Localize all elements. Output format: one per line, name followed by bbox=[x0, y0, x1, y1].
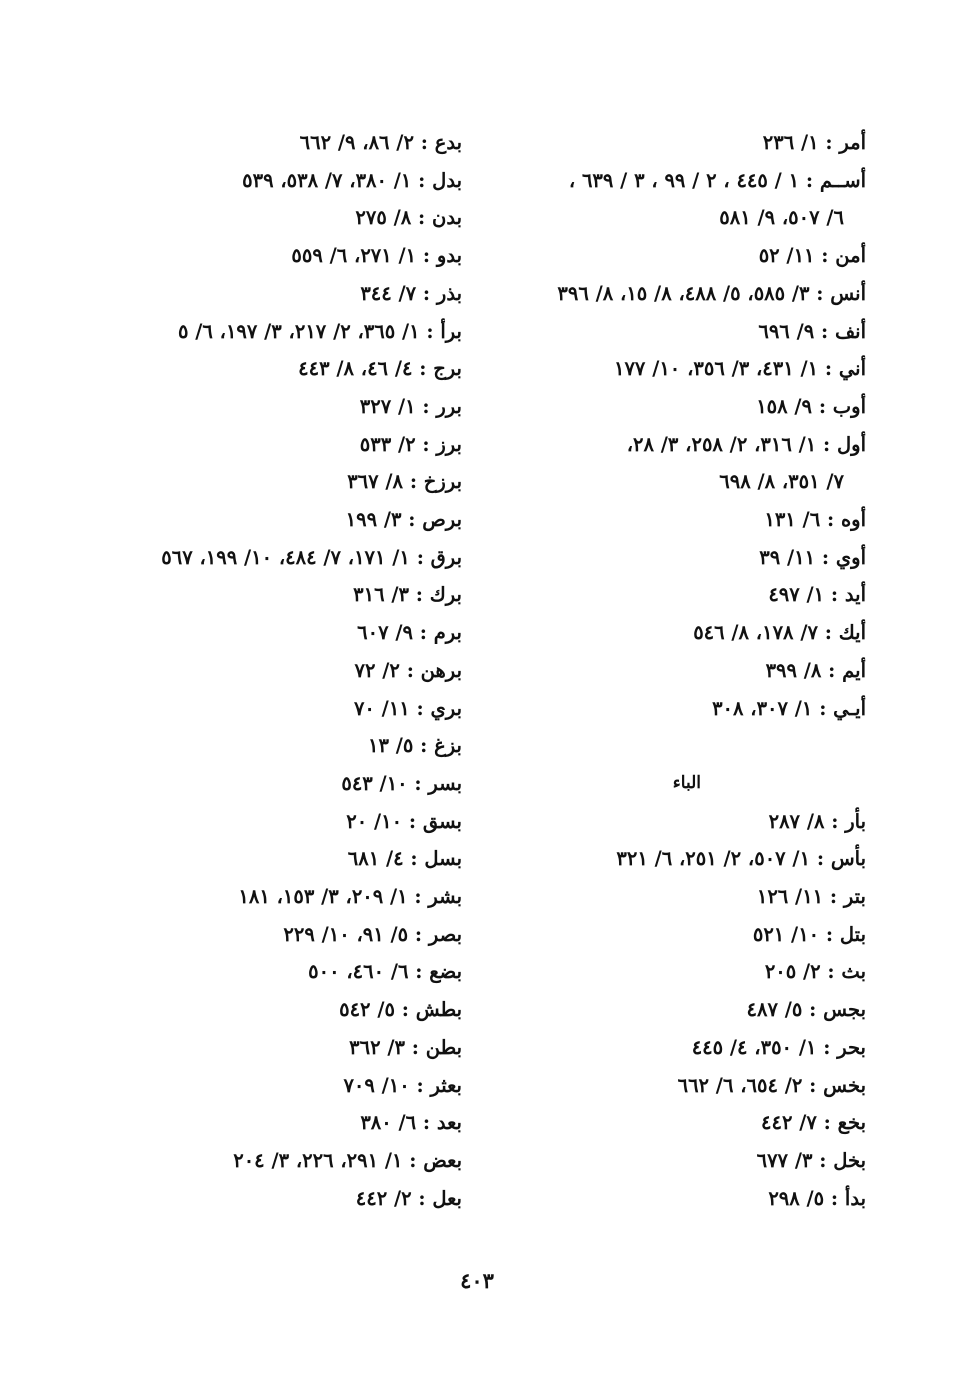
index-entry: بضع : ٦/ ٤٦٠، ٥٠٠ bbox=[308, 960, 462, 984]
index-entry: أيك : ٧/ ١٧٨، ٨/ ٥٤٦ bbox=[693, 621, 866, 645]
index-entry: بعل : ٢/ ٤٤٢ bbox=[355, 1186, 462, 1210]
index-entry: بري : ١١/ ٧٠ bbox=[353, 696, 462, 720]
index-entry: برق : ١/ ١٧١، ٧/ ٤٨٤، ١٠/ ١٩٩، ٥٦٧ bbox=[161, 545, 462, 569]
index-entry: بعد : ٦/ ٣٨٠ bbox=[360, 1111, 462, 1135]
index-entry: أمر : ١/ ٢٣٦ bbox=[762, 131, 866, 154]
index-entry: أنس : ٣/ ٥٨٥، ٥/ ٤٨٨، ٨/ ١٥، ٨/ ٣٩٦ bbox=[557, 281, 866, 305]
index-entry: برأ : ١/ ٣٦٥، ٢/ ٢١٧، ٣/ ١٩٧، ٦/ ٥ bbox=[177, 319, 462, 343]
index-entry: أمن : ١١/ ٥٢ bbox=[758, 244, 866, 268]
section-heading: الباء bbox=[672, 772, 701, 793]
index-entry: بدل : ١/ ٣٨٠، ٧/ ٥٣٨، ٥٣٩ bbox=[242, 168, 462, 192]
index-entry: برص : ٣/ ١٩٩ bbox=[345, 508, 462, 532]
index-entry: بصر : ٥/ ٩١، ١٠/ ٢٢٩ bbox=[283, 922, 462, 946]
index-entry: برز : ٢/ ٥٣٣ bbox=[359, 432, 462, 456]
index-entry: أوب : ٩/ ١٥٨ bbox=[756, 394, 866, 418]
index-entry: برك : ٣/ ٣١٦ bbox=[353, 583, 462, 607]
index-entry: بتل : ١٠/ ٥٢١ bbox=[752, 922, 866, 946]
index-entry: بجس : ٥/ ٤٨٧ bbox=[746, 998, 866, 1022]
page-number: ٤٠٣ bbox=[460, 1268, 494, 1293]
index-entry: بسر : ١٠/ ٥٤٣ bbox=[341, 771, 462, 795]
index-entry: بخل : ٣/ ٦٧٧ bbox=[756, 1148, 866, 1172]
index-entry: أنف : ٩/ ٦٩٦ bbox=[758, 319, 866, 343]
index-entry: بث : ٢/ ٢٠٥ bbox=[764, 960, 866, 984]
index-entry: بشر : ١/ ٢٠٩، ٣/ ١٥٣، ١٨١ bbox=[238, 885, 462, 909]
index-entry: بدن : ٨/ ٢٧٥ bbox=[355, 206, 462, 230]
index-entry: بحر : ١/ ٣٥٠، ٤/ ٤٤٥ bbox=[691, 1035, 866, 1059]
index-entry: بتر : ١١/ ١٢٦ bbox=[756, 885, 866, 909]
index-entry: بسل : ٤/ ٦٨١ bbox=[347, 847, 462, 871]
index-entry: أوه : ٦/ ١٣١ bbox=[764, 508, 866, 532]
index-entry: بدو : ١/ ٢٧١، ٦/ ٥٥٩ bbox=[291, 244, 462, 268]
index-entry: بأس : ١/ ٥٠٧، ٢/ ٢٥١، ٦/ ٣٢١ bbox=[616, 847, 866, 871]
index-entry-continuation: ٧/ ٣٥١، ٨/ ٦٩٨ bbox=[719, 470, 844, 494]
index-entry: بعض : ١/ ٢٩١، ٢٢٦، ٣/ ٢٠٤ bbox=[233, 1148, 462, 1172]
left-column bbox=[112, 124, 462, 1217]
index-entry: أول : ١/ ٣١٦، ٢/ ٢٥٨، ٣/ ٢٨، bbox=[626, 432, 866, 456]
index-entry-continuation: ٦/ ٥٠٧، ٩/ ٥٨١ bbox=[719, 206, 844, 230]
index-entry: برج : ٤/ ٤٦، ٨/ ٤٤٣ bbox=[298, 357, 462, 381]
section-gap bbox=[516, 727, 866, 765]
index-entry: أيد : ١/ ٤٩٧ bbox=[768, 583, 866, 607]
index-entry: برر : ١/ ٣٢٧ bbox=[359, 394, 462, 418]
index-entry: بدأ : ٥/ ٢٩٨ bbox=[768, 1186, 866, 1210]
index-entry: بأر : ٨/ ٢٨٧ bbox=[768, 809, 866, 833]
index-entry: بعثر : ١٠/ ٧٠٩ bbox=[343, 1073, 462, 1097]
index-entry: بخس : ٢/ ٦٥٤، ٦/ ٦٦٢ bbox=[677, 1073, 866, 1097]
index-entry: بخع : ٧/ ٤٤٢ bbox=[761, 1111, 866, 1135]
index-entry: أوي : ١١/ ٣٩ bbox=[759, 545, 866, 569]
index-entry: أيم : ٨/ ٣٩٩ bbox=[765, 658, 866, 682]
index-entry: بطش : ٥/ ٥٤٢ bbox=[339, 998, 462, 1022]
right-column bbox=[516, 124, 866, 1217]
index-entry: أني : ١/ ٤٣١، ٣/ ٣٥٦، ١٠/ ١٧٧ bbox=[613, 357, 866, 381]
index-entry: برزخ : ٨/ ٣٦٧ bbox=[347, 470, 462, 494]
index-entry: برم : ٩/ ٦٠٧ bbox=[357, 621, 462, 645]
index-entry: بدع : ٢/ ٨٦، ٩/ ٦٦٢ bbox=[299, 131, 462, 154]
index-entry: بزغ : ٥/ ١٣ bbox=[368, 734, 462, 758]
index-entry: بطن : ٣/ ٣٦٢ bbox=[349, 1035, 462, 1059]
index-entry: أســم : ١ / ٤٤٥ ، ٢ / ٩٩ ، ٣ / ٦٣٩ ، bbox=[568, 168, 866, 192]
index-entry: بسق : ١٠/ ٢٠ bbox=[346, 809, 462, 833]
index-entry: بذر : ٧/ ٣٤٤ bbox=[360, 281, 462, 305]
index-entry: أيـي : ١/ ٣٠٧، ٣٠٨ bbox=[712, 696, 866, 720]
index-entry: برهن : ٢/ ٧٢ bbox=[354, 658, 462, 682]
